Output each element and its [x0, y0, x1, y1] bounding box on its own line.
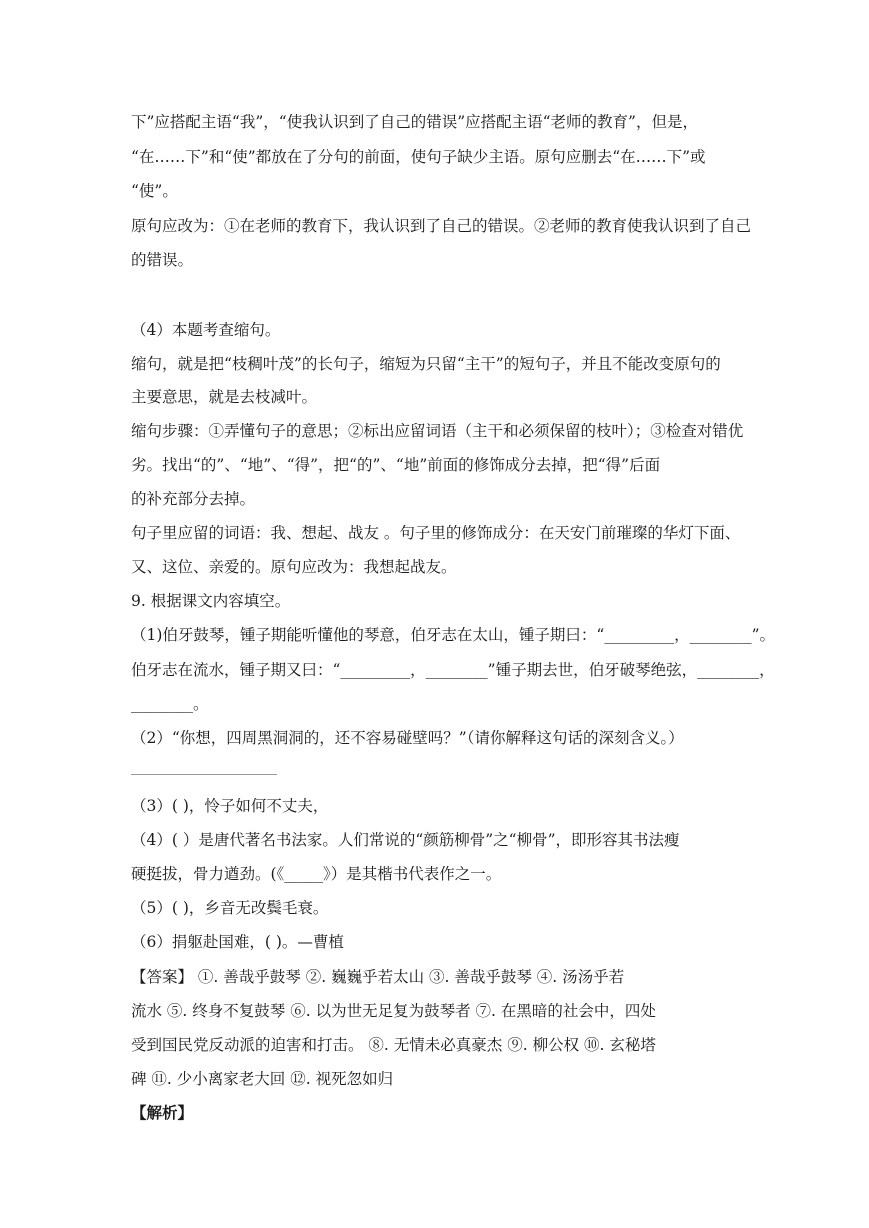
question-heading: （4）本题考查缩句。	[131, 321, 281, 339]
question-line: ________。	[131, 695, 209, 713]
text-line: 的错误。	[131, 251, 194, 269]
answer-line: 【答案】 ①. 善哉乎鼓琴 ②. 巍巍乎若太山 ③. 善哉乎鼓琴 ④. 汤汤乎若	[131, 968, 625, 986]
analysis-heading: 【解析】	[131, 1103, 194, 1122]
question-line: （3）( )，怜子如何不丈夫，	[131, 797, 329, 815]
text-line: 缩句，就是把“枝稠叶茂”的长句子，缩短为只留“主干”的短句子，并且不能改变原句的	[131, 355, 721, 373]
question-number: 9. 根据课文内容填空。	[131, 592, 291, 610]
text-line: 主要意思，就是去枝减叶。	[131, 388, 318, 406]
question-line: （5）( )，乡音无改鬓毛衰。	[131, 899, 329, 917]
text-line: 劣。找出“的”、“地”、“得”，把“的”、“地”前面的修饰成分去掉，把“得”后面	[131, 456, 661, 474]
text-line: 句子里应留的词语：我、想起、战友 。句子里的修饰成分：在天安门前璀璨的华灯下面、	[131, 524, 741, 542]
text-line: 的补充部分去掉。	[131, 490, 256, 508]
text-line: 原句应改为：①在老师的教育下，我认识到了自己的错误。②老师的教育使我认识到了自己	[131, 217, 752, 235]
question-line: 硬挺拔，骨力遒劲。(《_____》）是其楷书代表作之一。	[131, 865, 502, 883]
question-line: 伯牙志在流水，锺子期又曰：“_________，________”锺子期去世，伯牙破琴绝弦，________，	[131, 661, 775, 679]
question-line: （2）“你想，四周黑洞洞的，还不容易碰壁吗？”（请你解释这句话的深刻含义。）	[131, 729, 684, 747]
text-line: 缩句步骤：①弄懂句子的意思；②标出应留词语（主干和必须保留的枝叶）；③检查对错优	[131, 422, 744, 440]
answer-line: 流水 ⑤. 终身不复鼓琴 ⑥. 以为世无足复为鼓琴者 ⑦. 在黑暗的社会中，四处	[131, 1002, 656, 1020]
answer-blank-line	[131, 774, 277, 775]
answer-line: 碑 ⑪. 少小离家老大回 ⑫. 视死忽如归	[131, 1070, 394, 1088]
question-line: （4）( ）是唐代著名书法家。人们常说的“颜筋柳骨”之“柳骨”，即形容其书法瘦	[131, 831, 680, 849]
answer-line: 受到国民党反动派的迫害和打击。 ⑧. 无情未必真豪杰 ⑨. 柳公权 ⑩. 玄秘塔	[131, 1036, 656, 1054]
question-line: （6）捐躯赴国难，( )。—曹植	[131, 933, 344, 951]
text-line: “使”。	[131, 182, 178, 200]
question-line: （1)伯牙鼓琴，锺子期能听懂他的琴意，伯牙志在太山，锺子期曰：“_________，________”。	[131, 626, 776, 644]
text-line: “在……下”和“使”都放在了分句的前面，使句子缺少主语。原句应删去“在……下”或	[131, 148, 706, 166]
text-line: 下”应搭配主语“我”，“使我认识到了自己的错误”应搭配主语“老师的教育”，但是，	[131, 113, 698, 131]
text-line: 又、这位、亲爱的。原句应改为：我想起战友。	[131, 558, 457, 576]
